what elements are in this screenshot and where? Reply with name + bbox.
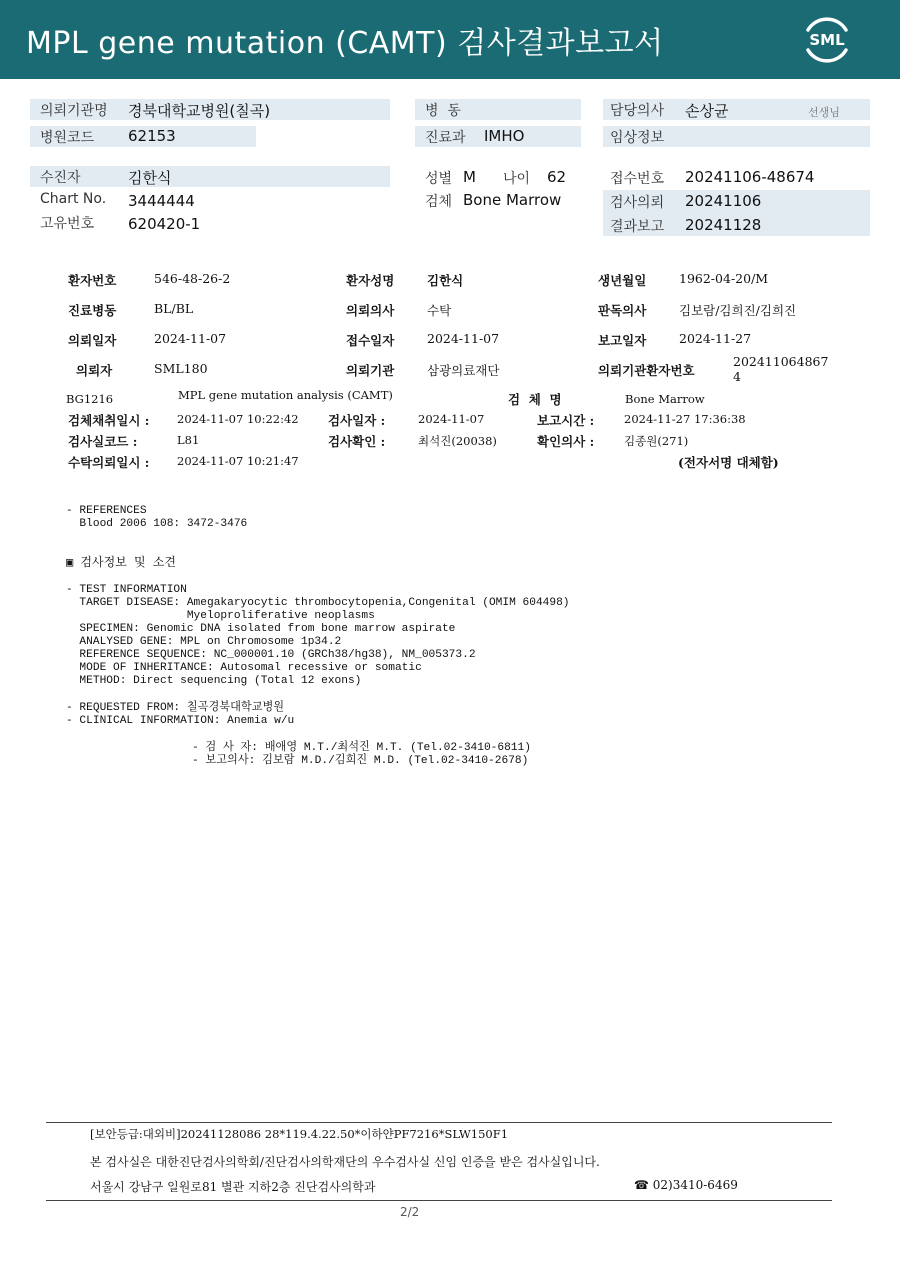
page-number: 2/2 [400,1205,420,1219]
test-name: MPL gene mutation analysis (CAMT) [178,388,393,402]
address-line: 서울시 강남구 일원로81 별관 지하2층 진단검사의학과 [90,1180,376,1194]
req-inst-label: 의뢰기관 [346,363,395,378]
test-specimen-label: 검 체 명 [508,392,562,407]
pat-no-label: 환자번호 [68,273,117,288]
rcv-date-label: 접수일자 [346,333,395,348]
report-label: 결과보고 [610,219,665,235]
dob-label: 생년월일 [598,273,647,288]
section-heading: ▣ 검사정보 및 소견 [66,556,176,570]
rep-date: 2024-11-27 [679,331,752,346]
unique-value: 620420-1 [128,215,201,233]
e-sign-note: (전자서명 대체함) [678,455,779,470]
collect-label: 검체채취일시 : [68,413,150,428]
request-label: 검사의뢰 [610,195,665,211]
doctor-label: 담당의사 [610,103,665,119]
ward-table-label: 진료병동 [68,303,117,318]
signers: - 검 사 자: 배애영 M.T./최석진 M.T. (Tel.02-3410-6811) - 보고의사: 김보람 M.D./김희진 M.D. (Tel.02-3410-2678) [192,742,531,767]
req-inst: 삼광의료재단 [427,363,500,378]
collect: 2024-11-07 10:22:42 [177,412,299,426]
department-value: IMHO [484,127,525,145]
receipt-label: 접수번호 [610,171,665,187]
report-time: 2024-11-27 17:36:38 [624,412,746,426]
hospital-code-label: 병원코드 [40,130,95,146]
chart-label: Chart No. [40,191,107,207]
doctor-suffix: 선생님 [808,106,840,119]
specimen-label: 검체 [425,194,453,210]
sex-value: M [463,168,476,186]
sml-logo-icon [800,12,854,66]
room-label: 검사실코드 : [68,434,138,449]
report-title: MPL gene mutation (CAMT) 검사결과보고서 [26,26,664,61]
sex-label: 성별 [425,171,453,187]
patient-bar [30,166,390,187]
report-header [0,0,900,79]
test-information: - TEST INFORMATION TARGET DISEASE: Amegakaryocytic thrombocytopenia,Congenital (OMIM 604498) Myeloproliferative neoplasms SPECIMEN: Genomic DNA isolated from bone marrow aspirate ANALYSED GENE: MPL on Chromosome 1p34.2 REFERENCE SEQUENCE: NC_000001.10 (GRCh38/hg38), NM_005373.2 MODE OF INHERITANCE: Autosomal recessive or somatic METHOD: Direct sequencing (Total 12 exons) [66,584,570,687]
age-value: 62 [547,168,567,186]
requester-label: 의뢰자 [76,363,113,378]
chart-value: 3444444 [128,192,195,210]
patient-label: 수진자 [40,170,81,186]
requested-from: - REQUESTED FROM: 칠곡경북대학교병원 - CLINICAL INFORMATION: Anemia w/u [66,702,295,727]
ward-label: 병 동 [425,103,461,119]
test-date-label: 검사일자 : [328,413,386,428]
institution-label: 의뢰기관명 [40,103,108,119]
confirm-doc: 김종원(271) [624,434,689,448]
confirm: 최석진(20038) [418,434,497,448]
req-doc: 수탁 [427,303,452,318]
inst-pat-no-1: 202411064867 [733,354,829,369]
rep-date-label: 보고일자 [598,333,647,348]
patient-value: 김한식 [128,169,172,187]
req-date: 2024-11-07 [154,331,227,346]
clinical-label: 임상정보 [610,130,665,146]
svg-text:SML: SML [809,31,845,49]
pat-name-label: 환자성명 [346,273,395,288]
footer-bottom-rule [46,1200,832,1201]
doctor-value: 손상균 [685,102,729,120]
req-doc-label: 의뢰의사 [346,303,395,318]
institution-value: 경북대학교병원(칠곡) [128,102,271,120]
age-label: 나이 [503,171,531,187]
confirm-label: 검사확인 : [328,434,386,449]
receipt-value: 20241106-48674 [685,168,815,186]
test-code: BG1216 [66,392,114,406]
hospital-code-value: 62153 [128,127,176,145]
department-label: 진료과 [425,130,466,146]
footer-top-rule [46,1122,832,1123]
unique-label: 고유번호 [40,216,95,232]
inst-pat-no-label: 의뢰기관환자번호 [598,363,695,378]
pat-name: 김한식 [427,273,464,288]
report-time-label: 보고시간 : [537,413,595,428]
ward-table: BL/BL [154,301,194,316]
request-value: 20241106 [685,192,762,210]
confirm-doc-label: 확인의사 : [537,434,595,449]
phone-line: ☎ 02)3410-6469 [634,1178,738,1192]
requester: SML180 [154,361,208,376]
specimen-value: Bone Marrow [463,191,562,209]
security-line: [보안등급:대외비]20241128086 28*119.4.22.50*이하얀PF7216*SLW150F1 [90,1127,509,1141]
inst-pat-no-2: 4 [733,369,741,384]
test-specimen: Bone Marrow [625,392,705,406]
consign-label: 수탁의뢰일시 : [68,455,150,470]
dob: 1962-04-20/M [679,271,769,286]
rcv-date: 2024-11-07 [427,331,500,346]
room: L81 [177,433,200,447]
certification-line: 본 검사실은 대한진단검사의학회/진단검사의학재단의 우수검사실 신임 인증을 받은 검사실입니다. [90,1155,600,1169]
read-doc-label: 판독의사 [598,303,647,318]
test-date: 2024-11-07 [418,412,485,426]
report-value: 20241128 [685,216,762,234]
pat-no: 546-48-26-2 [154,271,231,286]
references: - REFERENCES Blood 2006 108: 3472-3476 [66,505,248,530]
read-doc: 김보람/김희진/김희진 [679,303,797,318]
req-date-label: 의뢰일자 [68,333,117,348]
consign: 2024-11-07 10:21:47 [177,454,299,468]
